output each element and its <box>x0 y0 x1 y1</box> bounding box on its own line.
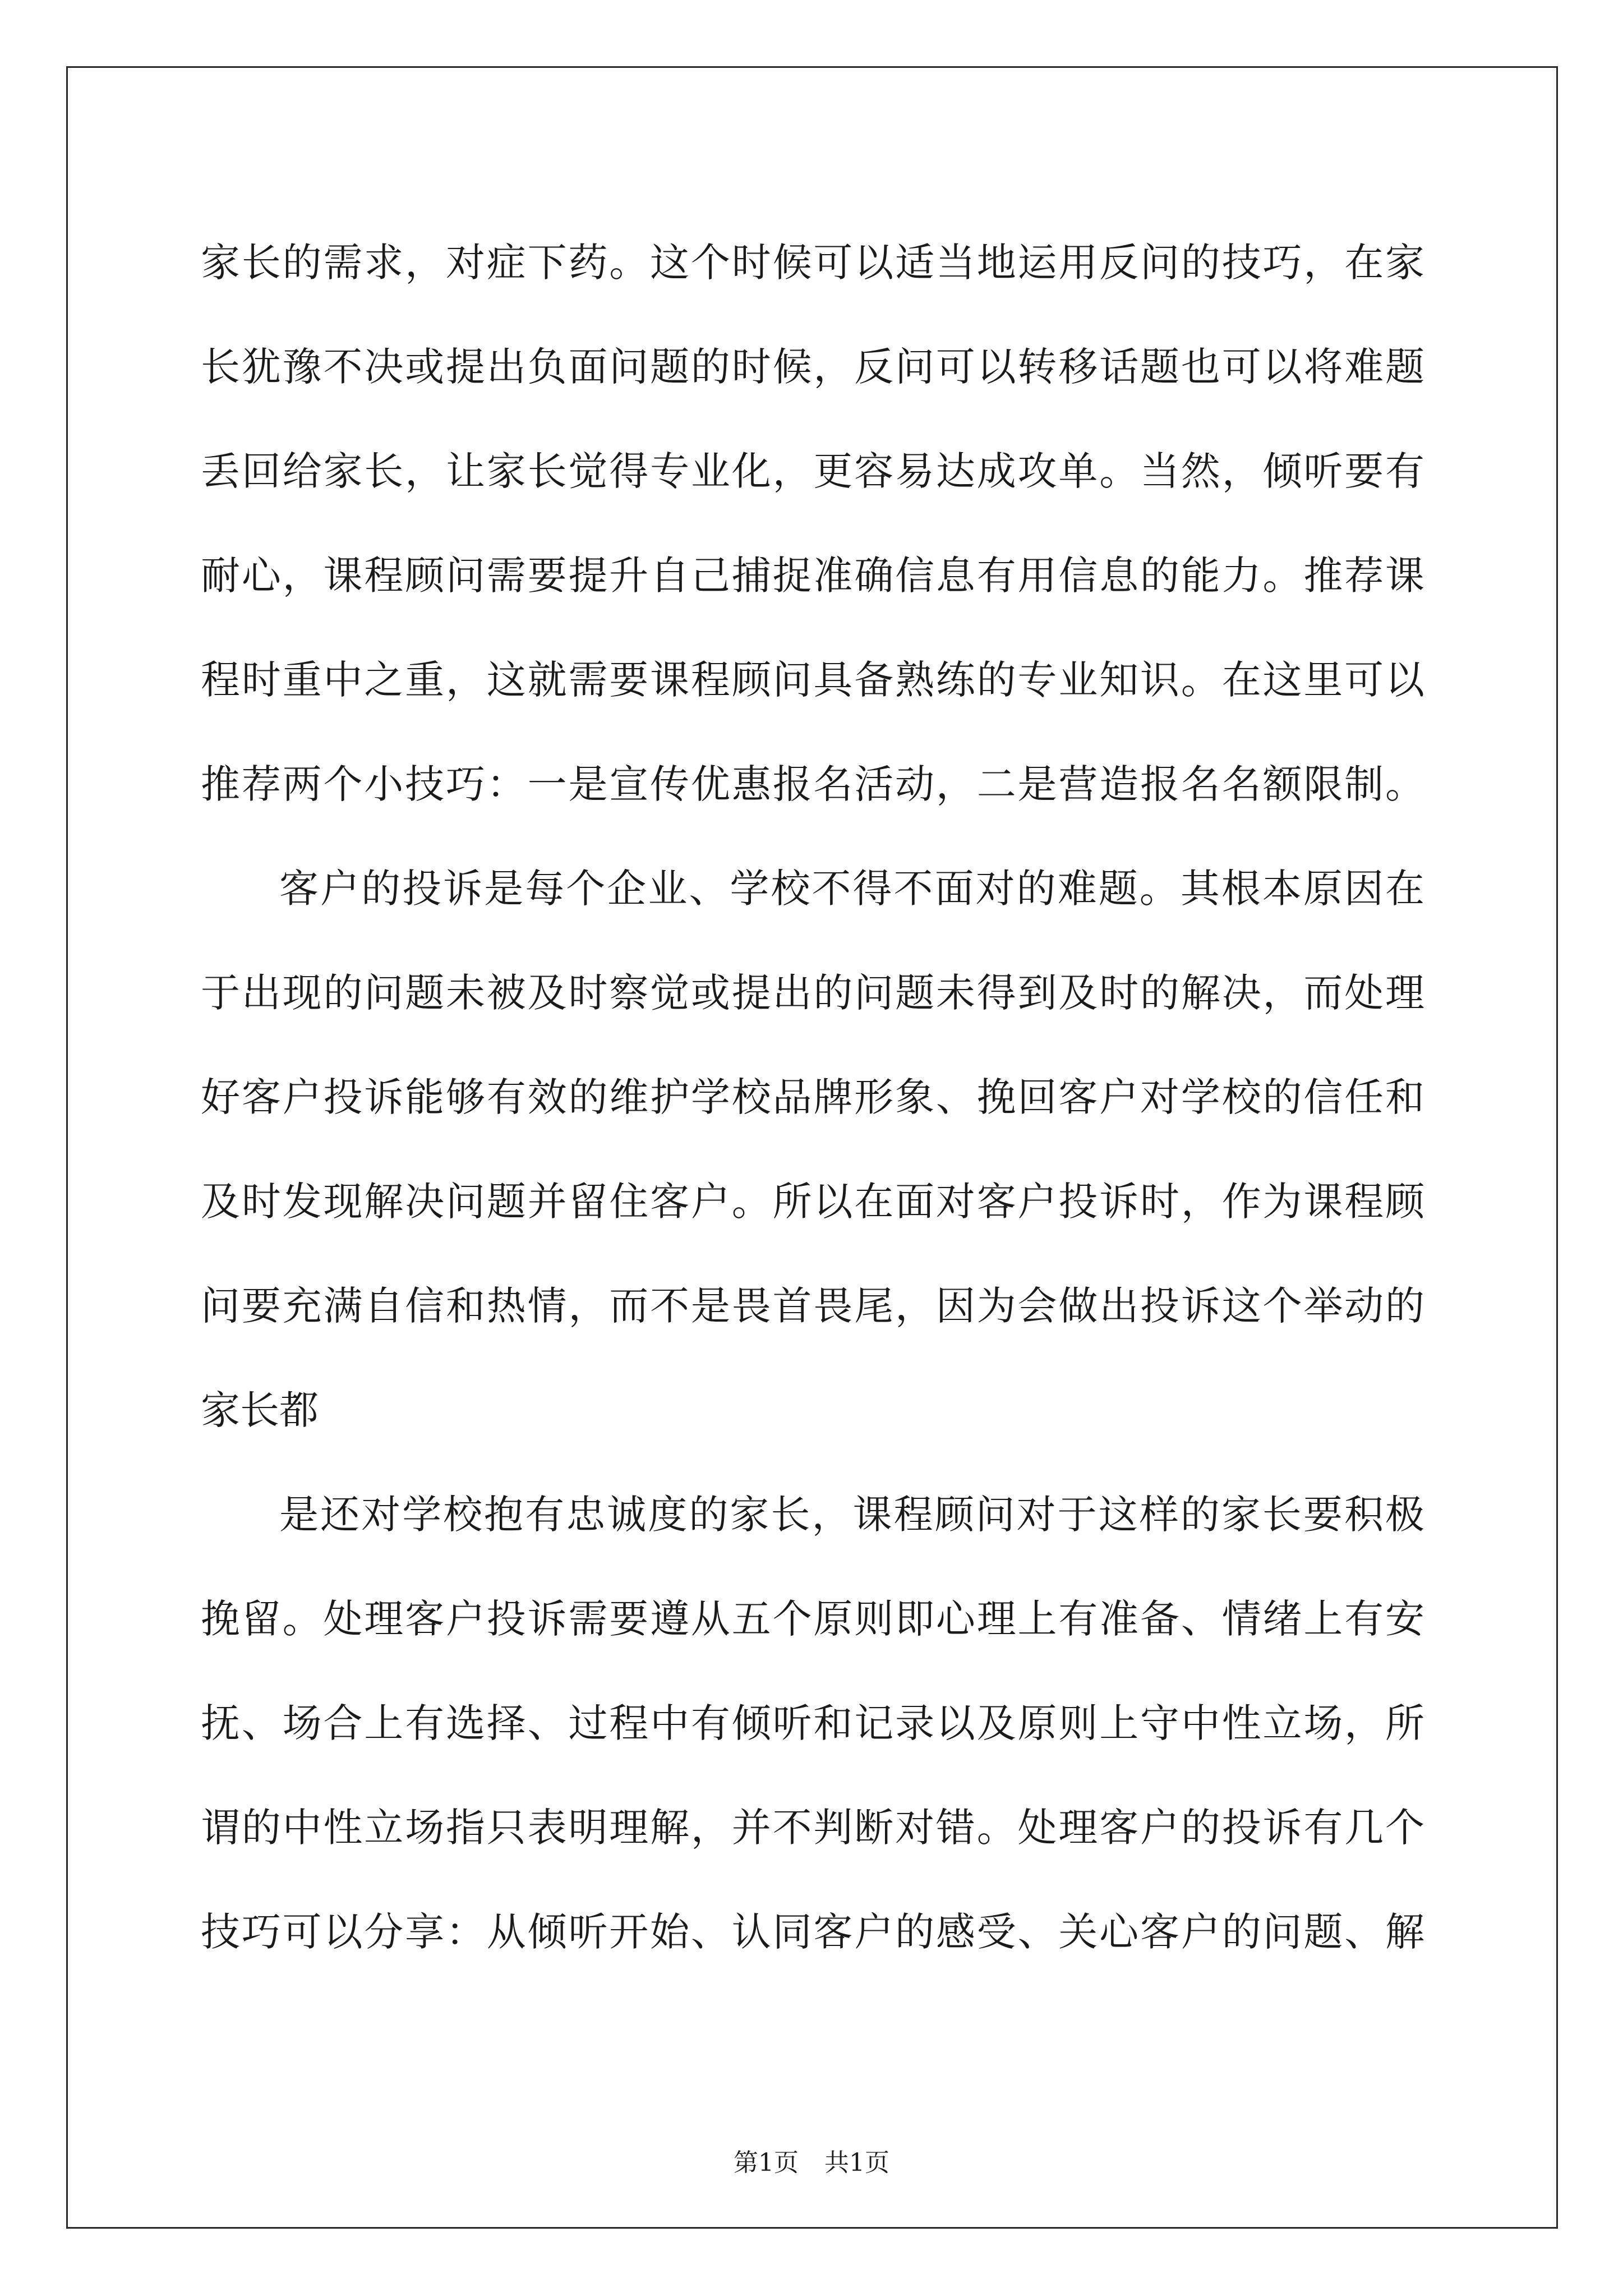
text-line: 抚、场合上有选择、过程中有倾听和记录以及原则上守中性立场，所 <box>201 1700 1424 1746</box>
text-line: 客户的投诉是每个企业、学校不得不面对的难题。其根本原因在 <box>279 866 1424 912</box>
text-line: 技巧可以分享：从倾听开始、认同客户的感受、关心客户的问题、解 <box>201 1909 1424 1955</box>
text-line: 于出现的问题未被及时察觉或提出的问题未得到及时的解决，而处理 <box>201 970 1424 1016</box>
text-line: 程时重中之重，这就需要课程顾问具备熟练的专业知识。在这里可以 <box>201 657 1424 703</box>
text-line: 及时发现解决问题并留住客户。所以在面对客户投诉时，作为课程顾 <box>201 1179 1424 1225</box>
text-line: 丢回给家长，让家长觉得专业化，更容易达成攻单。当然，倾听要有 <box>201 448 1424 494</box>
page-footer <box>0 2147 1623 2179</box>
text-line: 家长的需求，对症下药。这个时候可以适当地运用反问的技巧，在家 <box>201 240 1424 286</box>
text-line: 谓的中性立场指只表明理解，并不判断对错。处理客户的投诉有几个 <box>201 1805 1424 1851</box>
page-total: 共1页 <box>824 2148 889 2177</box>
text-line: 推荐两个小技巧：一是宣传优惠报名活动，二是营造报名名额限制。 <box>201 761 1424 807</box>
text-line: 长犹豫不决或提出负面问题的时候，反问可以转移话题也可以将难题 <box>201 344 1424 390</box>
text-line: 家长都 <box>201 1387 319 1433</box>
text-line: 耐心，课程顾问需要提升自己捕捉准确信息有用信息的能力。推荐课 <box>201 553 1424 599</box>
text-line: 问要充满自信和热情，而不是畏首畏尾，因为会做出投诉这个举动的 <box>201 1283 1424 1329</box>
page-number: 第1页 <box>734 2148 799 2177</box>
text-line: 挽留。处理客户投诉需要遵从五个原则即心理上有准备、情绪上有安 <box>201 1596 1424 1642</box>
document-body <box>201 210 1424 1984</box>
text-line: 好客户投诉能够有效的维护学校品牌形象、挽回客户对学校的信任和 <box>201 1074 1424 1120</box>
text-line: 是还对学校抱有忠诚度的家长，课程顾问对于这样的家长要积极 <box>279 1492 1424 1538</box>
